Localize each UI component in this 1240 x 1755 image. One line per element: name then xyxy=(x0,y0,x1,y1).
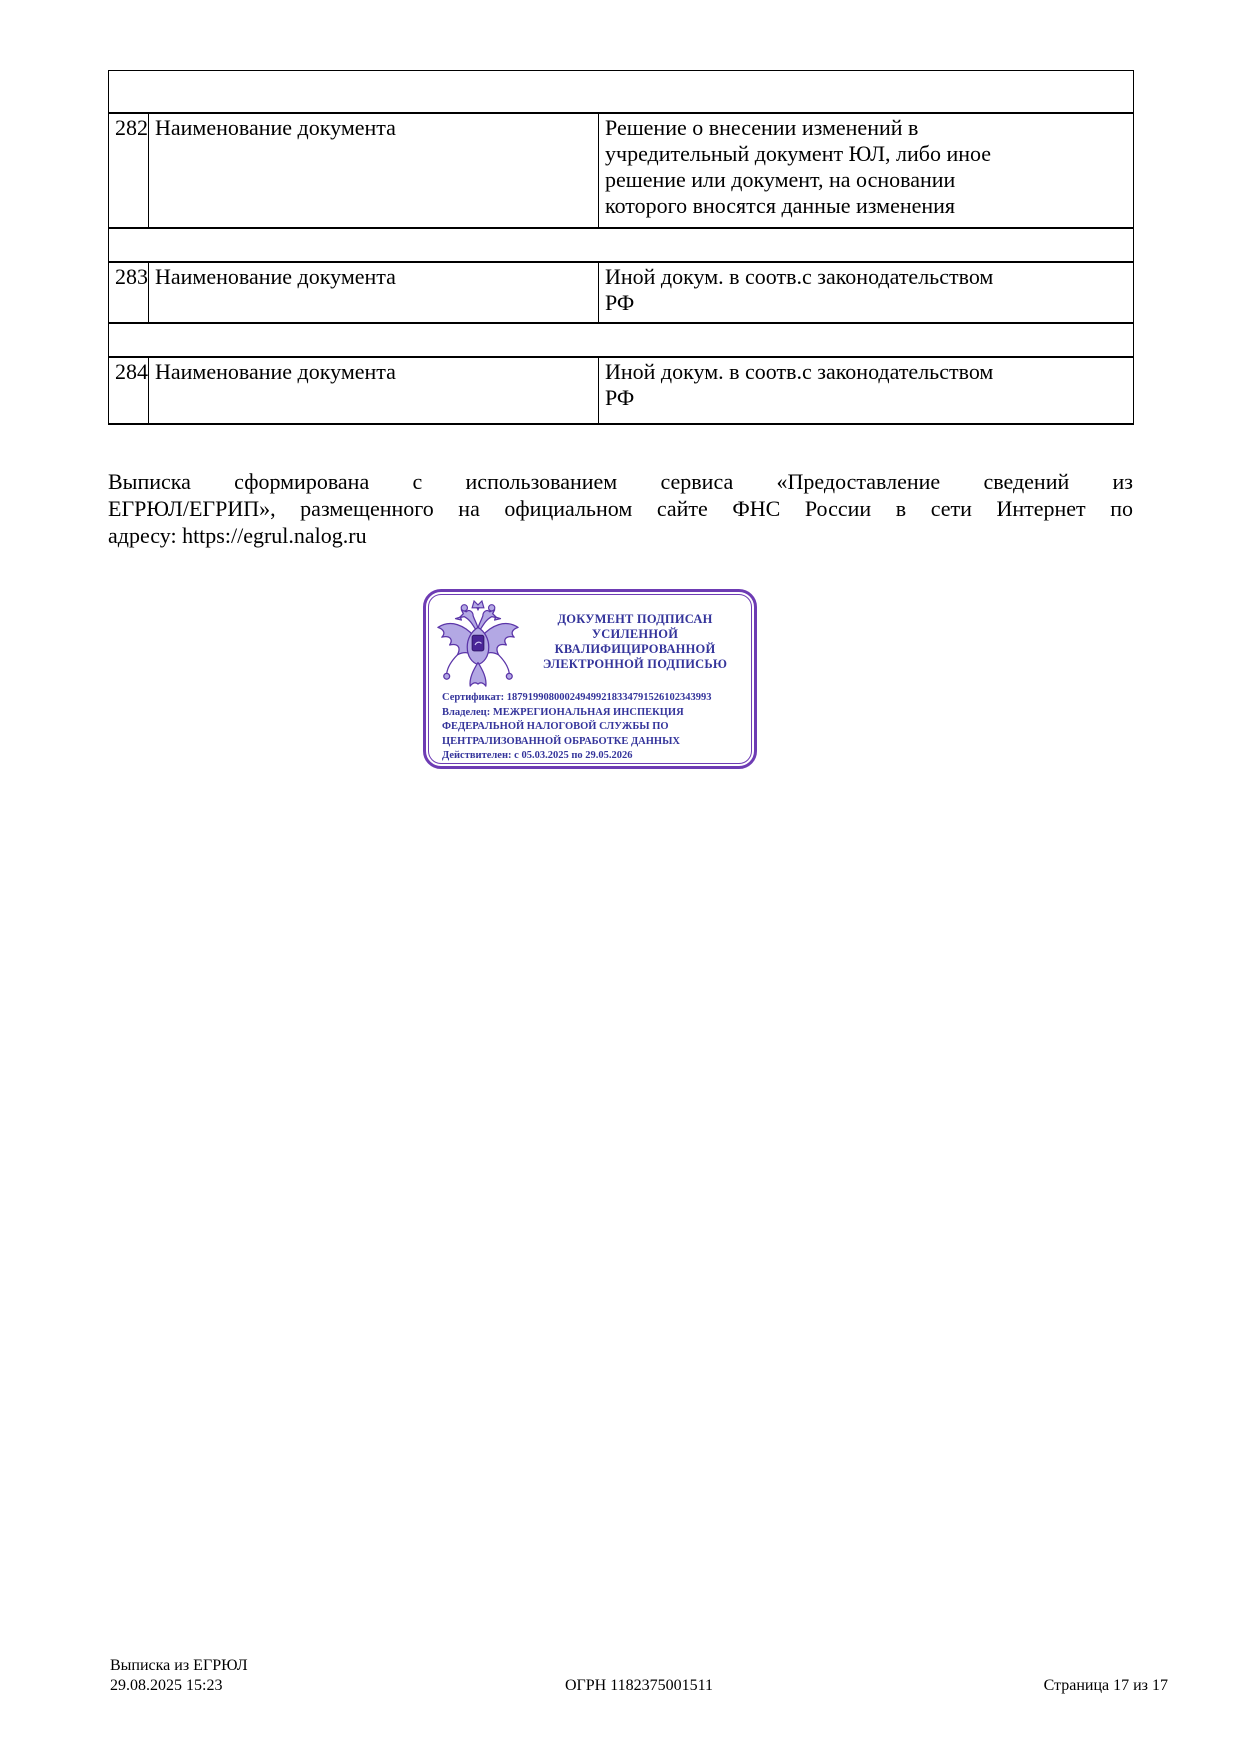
table-continuation-cell xyxy=(109,71,1134,114)
footer-page-info: Страница 17 из 17 xyxy=(1043,1677,1168,1694)
stamp-title-line: ЭЛЕКТРОННОЙ ПОДПИСЬЮ xyxy=(542,657,728,671)
validity-label: Действителен: xyxy=(442,750,512,761)
table-row xyxy=(109,262,1134,323)
note-line: Выписка сформирована с использованием сервиса «Предоставление сведений из xyxy=(108,469,1133,494)
note-line-url: адресу: https://egrul.nalog.ru xyxy=(108,523,367,548)
record-label: Наименование документа xyxy=(149,357,599,424)
table-separator-cell xyxy=(109,323,1134,357)
stamp-title-line: ДОКУМЕНТ ПОДПИСАН xyxy=(557,612,713,626)
record-value xyxy=(599,262,1134,323)
note-paragraph xyxy=(108,468,1133,549)
table-separator-row xyxy=(109,323,1134,357)
validity-value: с 05.03.2025 по 29.05.2026 xyxy=(514,750,633,761)
table-row xyxy=(109,113,1134,228)
coat-of-arms-icon xyxy=(434,600,522,690)
certificate-line xyxy=(442,691,742,706)
record-value xyxy=(599,357,1134,424)
record-value-text: Решение о внесении изменений в учредительный документ ЮЛ, либо иное решение или документ, на основании которого вносятся данные изменения xyxy=(605,115,992,218)
table-continuation-row xyxy=(109,71,1134,114)
footer-doc-type: Выписка из ЕГРЮЛ xyxy=(110,1657,248,1674)
validity-line xyxy=(442,749,742,764)
record-number: 284 xyxy=(109,357,149,424)
table-separator-row xyxy=(109,228,1134,262)
record-value-text: Иной докум. в соотв.с законодательством РФ xyxy=(605,359,994,410)
owner-label: Владелец: xyxy=(442,706,491,718)
note-line: ЕГРЮЛ/ЕГРИП», размещенного на официальном сайте ФНС России в сети Интернет по xyxy=(108,496,1133,521)
stamp-certificate-block xyxy=(442,691,742,764)
owner-line xyxy=(442,706,742,750)
table-separator-cell xyxy=(109,228,1134,262)
certificate-value: 187919908000249499218334791526102343993 xyxy=(506,692,712,703)
record-label: Наименование документа xyxy=(149,113,599,228)
footer-datetime: 29.08.2025 15:23 xyxy=(110,1677,223,1694)
stamp-title-line: УСИЛЕННОЙ КВАЛИФИЦИРОВАННОЙ xyxy=(554,627,716,656)
record-value-text: Иной докум. в соотв.с законодательством РФ xyxy=(605,264,994,315)
records-table xyxy=(108,70,1134,425)
footer-ogrn: ОГРН 1182375001511 xyxy=(564,1677,714,1694)
record-label: Наименование документа xyxy=(149,262,599,323)
certificate-label: Сертификат: xyxy=(442,692,505,703)
signature-stamp xyxy=(423,589,757,769)
stamp-title xyxy=(526,612,744,672)
owner-value: МЕЖРЕГИОНАЛЬНАЯ ИНСПЕКЦИЯ ФЕДЕРАЛЬНОЙ НАЛОГОВОЙ СЛУЖБЫ ПО ЦЕНТРАЛИЗОВАННОЙ ОБРАБОТКЕ ДАННЫХ xyxy=(442,706,684,747)
record-number: 282 xyxy=(109,113,149,228)
record-number: 283 xyxy=(109,262,149,323)
table-row xyxy=(109,357,1134,424)
record-value xyxy=(599,113,1134,228)
